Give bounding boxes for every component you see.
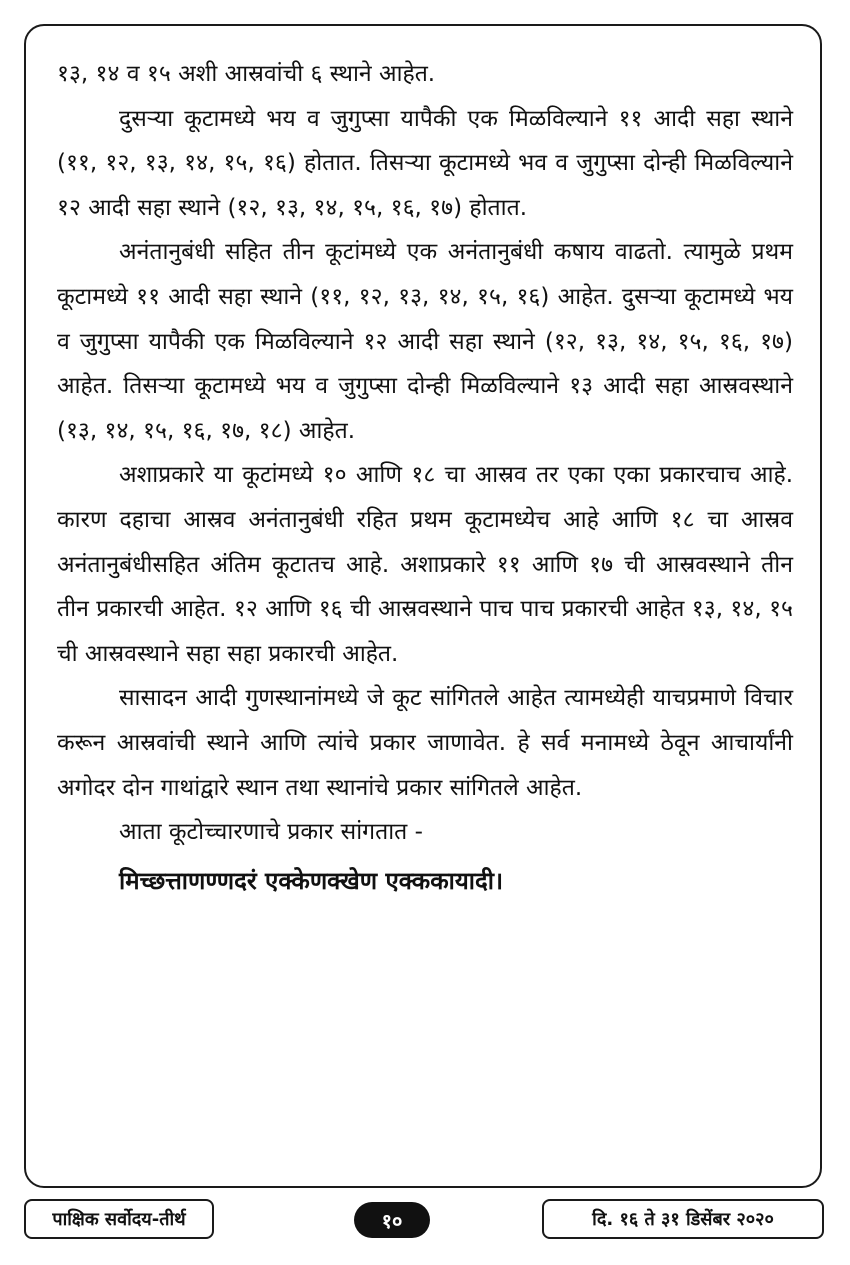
verse-line: मिच्छत्ताणण्णदरं एक्केणक्खेण एक्ककायादी। [119, 866, 504, 895]
paragraph-sasadan: सासादन आदी गुणस्थानांमध्ये जे कूट सांगितले आहेत त्यामध्येही याचप्रमाणे विचार करून आस्रवांची स्थाने आणि त्यांचे प्रकार जाणावेत. हे सर्व मनामध्ये ठेवून आचार्यांनी अगोदर दोन गाथांद्वारे स्थान तथा स्थानांचे प्रकार सांगितले आहेत. [57, 685, 793, 801]
page-number: १० [381, 1208, 403, 1233]
body-text [57, 52, 793, 903]
publication-name: पाक्षिक सर्वोदय-तीर्थ [52, 1209, 186, 1230]
paragraph-intro-verse: आता कूटोच्चारणाचे प्रकार सांगतात - [119, 819, 423, 846]
footer-publication-box [24, 1199, 214, 1239]
paragraph-second-koota: दुसऱ्या कूटामध्ये भय व जुगुप्सा यापैकी एक मिळविल्याने ११ आदी सहा स्थाने (११, १२, १३, १४, १५, १६) होतात. तिसऱ्या कूटामध्ये भव व जुगुप्सा दोन्ही मिळविल्याने १२ आदी सहा स्थाने (१२, १३, १४, १५, १६, १७) होतात. [57, 105, 793, 221]
issue-date: दि. १६ ते ३१ डिसेंबर २०२० [592, 1209, 774, 1230]
footer-date-box [542, 1199, 824, 1239]
paragraph-anantanubandhi: अनंतानुबंधी सहित तीन कूटांमध्ये एक अनंतानुबंधी कषाय वाढतो. त्यामुळे प्रथम कूटामध्ये ११ आदी सहा स्थाने (११, १२, १३, १४, १५, १६) आहेत. दुसऱ्या कूटामध्ये भय व जुगुप्सा यापैकी एक मिळविल्याने १२ आदी सहा स्थाने (१२, १३, १४, १५, १६, १७) आहेत. तिसऱ्या कूटामध्ये भय व जुगुप्सा दोन्ही मिळविल्याने १३ आदी सहा आस्रवस्थाने (१३, १४, १५, १६, १७, १८) आहेत. [57, 239, 793, 444]
paragraph-continuation: १३, १४ व १५ अशी आस्रवांची ६ स्थाने आहेत. [57, 61, 436, 87]
page-number-badge [354, 1202, 430, 1238]
paragraph-summary: अशाप्रकारे या कूटांमध्ये १० आणि १८ चा आस्रव तर एका एका प्रकारचाच आहे. कारण दहाचा आस्रव अनंतानुबंधी रहित प्रथम कूटामध्येच आहे आणि १८ चा आस्रव अनंतानुबंधीसहित अंतिम कूटातच आहे. अशाप्रकारे ११ आणि १७ ची आस्रवस्थाने तीन तीन प्रकारची आहेत. १२ आणि १६ ची आस्रवस्थाने पाच पाच प्रकारची आहेत १३, १४, १५ ची आस्रवस्थाने सहा सहा प्रकारची आहेत. [57, 462, 793, 667]
